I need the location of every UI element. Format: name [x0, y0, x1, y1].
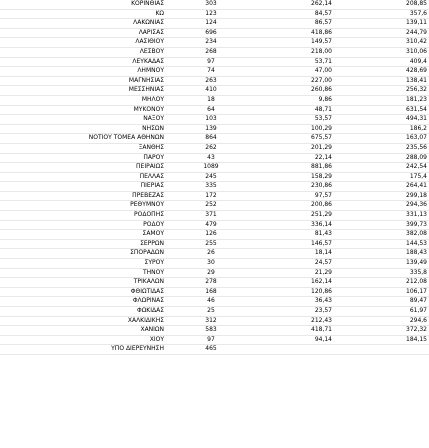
region-cell: ΠΑΡΟΥ	[0, 153, 168, 163]
table-row	[0, 153, 429, 163]
cases-cell: 278	[168, 278, 254, 288]
cases-cell: 262	[168, 143, 254, 153]
region-cell: ΧΑΛΚΙΔΙΚΗΣ	[0, 316, 168, 326]
region-cell: ΦΘΙΩΤΙΔΑΣ	[0, 287, 168, 297]
region-cell: ΣΠΟΡΑΔΩΝ	[0, 249, 168, 259]
table-row	[0, 239, 429, 249]
table-row	[0, 115, 429, 125]
region-cell: ΠΕΛΛΑΣ	[0, 172, 168, 182]
table-row	[0, 249, 429, 259]
region-cell: ΝΟΤΙΟΥ ΤΟΜΕΑ ΑΘΗΝΩΝ	[0, 134, 168, 144]
value-cell: 22,14	[254, 153, 336, 163]
region-cell: ΤΡΙΚΑΛΩΝ	[0, 278, 168, 288]
table-row	[0, 47, 429, 57]
value-cell: 18,14	[254, 249, 336, 259]
rate-cell: 288,09	[336, 153, 429, 163]
rate-cell: 208,85	[336, 0, 429, 9]
rate-cell: 299,18	[336, 191, 429, 201]
value-cell	[254, 345, 336, 355]
value-cell: 675,57	[254, 134, 336, 144]
rate-cell: 139,11	[336, 19, 429, 29]
table-row	[0, 345, 429, 355]
cases-cell: 234	[168, 38, 254, 48]
rate-cell: 256,32	[336, 86, 429, 96]
rate-cell: 409,4	[336, 57, 429, 67]
rate-cell: 163,07	[336, 134, 429, 144]
cases-cell: 303	[168, 0, 254, 9]
region-cell: ΜΥΚΟΝΟΥ	[0, 105, 168, 115]
value-cell: 23,57	[254, 307, 336, 317]
region-cell: ΧΑΝΙΩΝ	[0, 326, 168, 336]
cases-cell: 26	[168, 249, 254, 259]
region-cell: ΣΥΡΟΥ	[0, 259, 168, 269]
value-cell: 262,14	[254, 0, 336, 9]
cases-cell: 479	[168, 220, 254, 230]
cases-cell: 263	[168, 76, 254, 86]
cases-cell: 245	[168, 172, 254, 182]
value-cell: 24,57	[254, 259, 336, 269]
rate-cell: 372,32	[336, 326, 429, 336]
rate-cell: 382,08	[336, 230, 429, 240]
value-cell: 48,71	[254, 105, 336, 115]
cases-cell: 371	[168, 211, 254, 221]
rate-cell: 212,08	[336, 278, 429, 288]
region-cell: ΛΕΣΒΟΥ	[0, 47, 168, 57]
cases-cell: 465	[168, 345, 254, 355]
cases-cell: 97	[168, 57, 254, 67]
table-row	[0, 307, 429, 317]
value-cell: 201,29	[254, 143, 336, 153]
value-cell: 81,43	[254, 230, 336, 240]
value-cell: 84,57	[254, 9, 336, 19]
cases-cell: 29	[168, 268, 254, 278]
table-row	[0, 326, 429, 336]
rate-cell: 138,41	[336, 76, 429, 86]
table-row	[0, 124, 429, 134]
region-cell: ΝΑΞΟΥ	[0, 115, 168, 125]
cases-cell: 864	[168, 134, 254, 144]
table-row	[0, 297, 429, 307]
region-cell: ΡΕΘΥΜΝΟΥ	[0, 201, 168, 211]
cases-cell: 30	[168, 259, 254, 269]
cases-cell: 123	[168, 9, 254, 19]
rate-cell: 310,42	[336, 38, 429, 48]
value-cell: 47,00	[254, 67, 336, 77]
table-row	[0, 67, 429, 77]
cases-cell: 312	[168, 316, 254, 326]
table-row	[0, 143, 429, 153]
rate-cell: 631,54	[336, 105, 429, 115]
table-row	[0, 38, 429, 48]
value-cell: 149,57	[254, 38, 336, 48]
cases-cell: 335	[168, 182, 254, 192]
table-row	[0, 134, 429, 144]
rate-cell: 494,31	[336, 115, 429, 125]
value-cell: 230,86	[254, 182, 336, 192]
rate-cell: 335,8	[336, 268, 429, 278]
rate-cell: 144,53	[336, 239, 429, 249]
region-cell: ΧΙΟΥ	[0, 335, 168, 345]
region-cell: ΛΗΜΝΟΥ	[0, 67, 168, 77]
value-cell: 9,86	[254, 95, 336, 105]
table-row	[0, 163, 429, 173]
region-cell: ΚΟΡΙΝΘΙΑΣ	[0, 0, 168, 9]
region-cell: ΥΠΟ ΔΙΕΡΕΥΝΗΣΗ	[0, 345, 168, 355]
cases-cell: 168	[168, 287, 254, 297]
value-cell: 94,14	[254, 335, 336, 345]
table-row	[0, 278, 429, 288]
rate-cell: 175,4	[336, 172, 429, 182]
value-cell: 200,86	[254, 201, 336, 211]
cases-cell: 124	[168, 19, 254, 29]
table-row	[0, 316, 429, 326]
rate-cell: 89,47	[336, 297, 429, 307]
table-row	[0, 335, 429, 345]
rate-cell: 188,43	[336, 249, 429, 259]
table-row	[0, 57, 429, 67]
cases-cell: 25	[168, 307, 254, 317]
region-cell: ΠΕΙΡΑΙΩΣ	[0, 163, 168, 173]
rate-cell: 184,15	[336, 335, 429, 345]
cases-cell: 126	[168, 230, 254, 240]
table-row	[0, 220, 429, 230]
table-row	[0, 268, 429, 278]
rate-cell: 331,13	[336, 211, 429, 221]
region-cell: ΤΗΝΟΥ	[0, 268, 168, 278]
value-cell: 36,43	[254, 297, 336, 307]
region-cell: ΣΕΡΡΩΝ	[0, 239, 168, 249]
table-row	[0, 95, 429, 105]
cases-cell: 1089	[168, 163, 254, 173]
rate-cell: 428,69	[336, 67, 429, 77]
table-row	[0, 201, 429, 211]
value-cell: 86,57	[254, 19, 336, 29]
rate-cell: 242,54	[336, 163, 429, 173]
cases-cell: 583	[168, 326, 254, 336]
region-cell: ΜΑΓΝΗΣΙΑΣ	[0, 76, 168, 86]
region-cell: ΦΩΚΙΔΑΣ	[0, 307, 168, 317]
table-row	[0, 86, 429, 96]
value-cell: 53,71	[254, 57, 336, 67]
rate-cell: 139,49	[336, 259, 429, 269]
value-cell: 53,57	[254, 115, 336, 125]
value-cell: 97,57	[254, 191, 336, 201]
table-row	[0, 287, 429, 297]
value-cell: 212,43	[254, 316, 336, 326]
rate-cell: 310,06	[336, 47, 429, 57]
rate-cell	[336, 345, 429, 355]
value-cell: 336,14	[254, 220, 336, 230]
value-cell: 218,00	[254, 47, 336, 57]
value-cell: 162,14	[254, 278, 336, 288]
region-cell: ΣΑΜΟΥ	[0, 230, 168, 240]
region-cell: ΠΡΕΒΕΖΑΣ	[0, 191, 168, 201]
value-cell: 21,29	[254, 268, 336, 278]
cases-cell: 43	[168, 153, 254, 163]
cases-cell: 696	[168, 28, 254, 38]
region-cell: ΛΑΣΙΘΙΟΥ	[0, 38, 168, 48]
cases-cell: 64	[168, 105, 254, 115]
value-cell: 158,29	[254, 172, 336, 182]
value-cell: 100,29	[254, 124, 336, 134]
cases-cell: 46	[168, 297, 254, 307]
table-row	[0, 230, 429, 240]
cases-cell: 139	[168, 124, 254, 134]
table-row	[0, 105, 429, 115]
table-row	[0, 9, 429, 19]
region-cell: ΠΙΕΡΙΑΣ	[0, 182, 168, 192]
table-row	[0, 76, 429, 86]
rate-cell: 106,17	[336, 287, 429, 297]
value-cell: 418,71	[254, 326, 336, 336]
value-cell: 251,29	[254, 211, 336, 221]
value-cell: 227,00	[254, 76, 336, 86]
table-row	[0, 28, 429, 38]
value-cell: 146,57	[254, 239, 336, 249]
region-cell: ΛΕΥΚΑΔΑΣ	[0, 57, 168, 67]
region-cell: ΛΑΚΩΝΙΑΣ	[0, 19, 168, 29]
rate-cell: 186,2	[336, 124, 429, 134]
region-cell: ΜΗΛΟΥ	[0, 95, 168, 105]
rate-cell: 294,36	[336, 201, 429, 211]
table-row	[0, 259, 429, 269]
table-row	[0, 172, 429, 182]
rate-cell: 399,73	[336, 220, 429, 230]
rate-cell: 181,23	[336, 95, 429, 105]
rate-cell: 357,6	[336, 9, 429, 19]
rate-cell: 264,41	[336, 182, 429, 192]
region-cell: ΡΟΔΟΥ	[0, 220, 168, 230]
rate-cell: 235,56	[336, 143, 429, 153]
region-cell: ΞΑΝΘΗΣ	[0, 143, 168, 153]
value-cell: 120,86	[254, 287, 336, 297]
table-row	[0, 0, 429, 9]
cases-cell: 172	[168, 191, 254, 201]
table-row	[0, 182, 429, 192]
region-cell: ΜΕΣΣΗΝΙΑΣ	[0, 86, 168, 96]
region-cell: ΝΗΣΩΝ	[0, 124, 168, 134]
cases-cell: 410	[168, 86, 254, 96]
cases-cell: 252	[168, 201, 254, 211]
table-row	[0, 191, 429, 201]
cases-cell: 97	[168, 335, 254, 345]
value-cell: 418,86	[254, 28, 336, 38]
region-cell: ΚΩ	[0, 9, 168, 19]
cases-cell: 74	[168, 67, 254, 77]
region-cell: ΡΟΔΟΠΗΣ	[0, 211, 168, 221]
cases-cell: 18	[168, 95, 254, 105]
region-cell: ΦΛΩΡΙΝΑΣ	[0, 297, 168, 307]
value-cell: 260,86	[254, 86, 336, 96]
rate-cell: 61,97	[336, 307, 429, 317]
rate-cell: 244,79	[336, 28, 429, 38]
table-row	[0, 211, 429, 221]
region-cell: ΛΑΡΙΣΑΣ	[0, 28, 168, 38]
rate-cell: 294,6	[336, 316, 429, 326]
cases-cell: 268	[168, 47, 254, 57]
value-cell: 881,86	[254, 163, 336, 173]
table-row	[0, 19, 429, 29]
cases-cell: 255	[168, 239, 254, 249]
cases-cell: 103	[168, 115, 254, 125]
